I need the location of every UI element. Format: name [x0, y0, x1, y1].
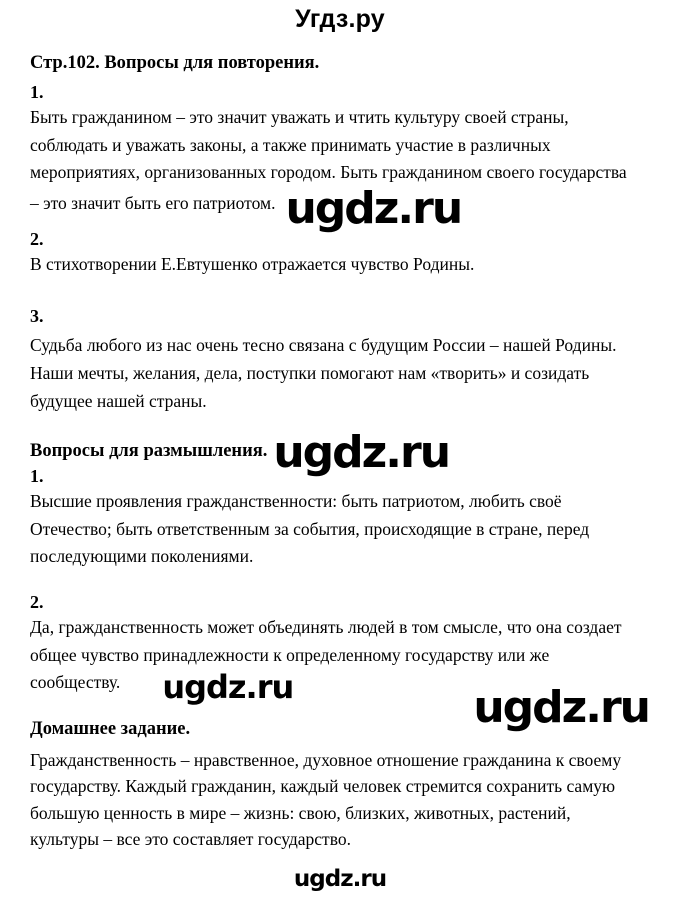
- answer-paragraph: [30, 488, 650, 571]
- ugdz-watermark: ugdz.ru: [293, 865, 387, 892]
- ugdz-watermark: ugdz.ru: [285, 182, 462, 234]
- section-heading-homework: Домашнее задание.: [30, 718, 191, 739]
- text-line: Да, гражданственность может объединять людей в том смысле, что она создает: [30, 616, 622, 637]
- text-line: культуры – все это составляет государство.: [30, 829, 351, 850]
- site-header-title: Угдз.ру: [295, 5, 385, 33]
- footer-watermark-row: [30, 866, 650, 892]
- text-line: большую ценность в мире – жизнь: свою, близких, животных, растений,: [30, 802, 571, 823]
- document-content: [0, 51, 680, 892]
- answer-number: 2.: [30, 591, 44, 612]
- answer-paragraph: [30, 332, 650, 415]
- text-line: будущее нашей страны.: [30, 390, 207, 411]
- text-line: Высшие проявления гражданственности: быть патриотом, любить своё: [30, 491, 562, 512]
- ugdz-watermark: ugdz.ru: [162, 667, 294, 706]
- text-line: Отечество; быть ответственным за события, происходящие в стране, перед: [30, 518, 590, 539]
- text-line: В стихотворении Е.Евтушенко отражается чувство Родины.: [30, 253, 475, 274]
- text-line: – это значит быть его патриотом.: [30, 193, 276, 214]
- text-line-with-watermark: [30, 182, 650, 234]
- text-line: Быть гражданином – это значит уважать и чтить культуру своей страны,: [30, 107, 569, 127]
- text-line: соблюдать и уважать законы, а также принимать участие в различных: [30, 134, 551, 155]
- section-heading-reflection: Вопросы для размышления.: [30, 441, 268, 462]
- text-line: Наши мечты, желания, дела, поступки помогают нам «творить» и созидать: [30, 362, 590, 383]
- text-line: общее чувство принадлежности к определенному государству или же: [30, 644, 550, 665]
- answer-paragraph: [30, 251, 650, 279]
- text-line: мероприятиях, организованных городом. Быть гражданином своего государства: [30, 162, 627, 183]
- homework-paragraph: [30, 747, 650, 853]
- section-heading-repetition: Стр.102. Вопросы для повторения.: [30, 53, 320, 73]
- text-line: Гражданственность – нравственное, духовное отношение гражданина к своему: [30, 749, 622, 770]
- answer-paragraph: [30, 104, 650, 234]
- ugdz-watermark: ugdz.ru: [273, 427, 450, 479]
- ugdz-watermark: ugdz.ru: [473, 682, 649, 733]
- text-line: сообществу.: [30, 672, 121, 693]
- text-line: государству. Каждый гражданин, каждый человек стремится сохранить самую: [30, 776, 616, 797]
- section-heading-row: [30, 427, 650, 479]
- answer-number: 1.: [30, 466, 44, 487]
- answer-number: 1.: [30, 82, 44, 102]
- answer-number: 2.: [30, 228, 44, 249]
- answer-number: 3.: [30, 306, 44, 327]
- text-line: Судьба любого из нас очень тесно связана с будущим России – нашей Родины.: [30, 335, 617, 356]
- text-line: последующими поколениями.: [30, 546, 254, 567]
